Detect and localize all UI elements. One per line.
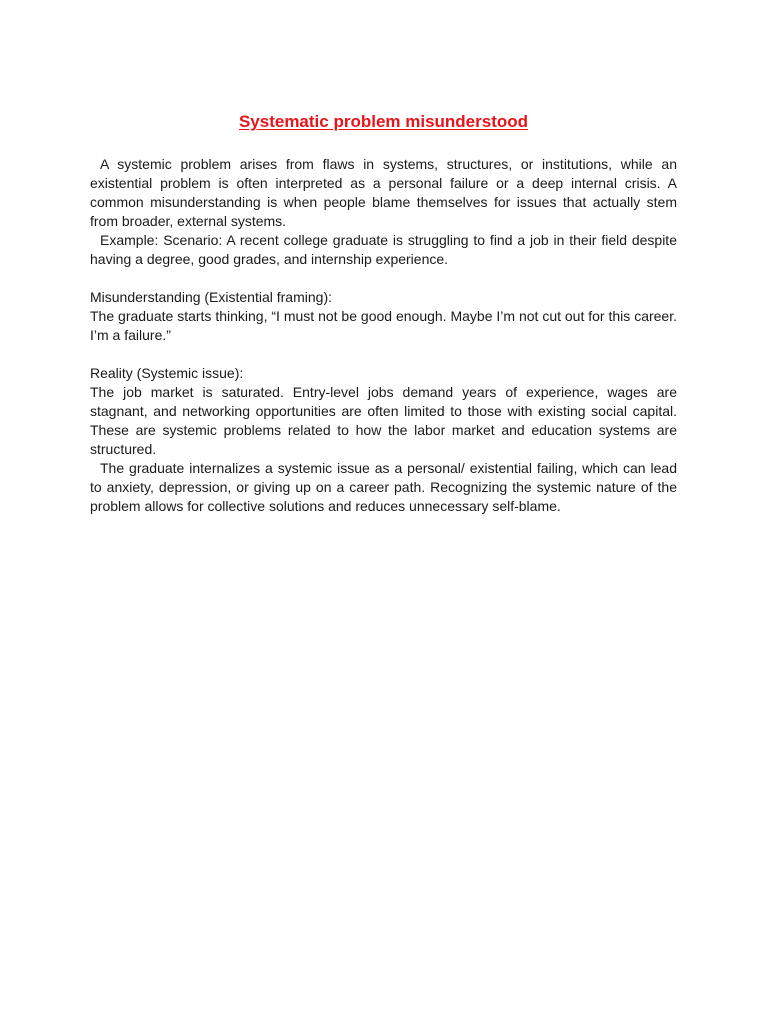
spacer (90, 269, 677, 288)
misunderstanding-heading: Misunderstanding (Existential framing): (90, 289, 332, 305)
spacer (90, 345, 677, 364)
document-page (90, 111, 677, 516)
document-title: Systematic problem misunderstood (238, 112, 529, 131)
conclusion-paragraph: The graduate internalizes a systemic issue as a personal/ existential failing, which can lead to anxiety, depression, or giving up on a career path. Recognizing the systemic nature of the problem allows for collective solutions and reduces unnecessary self-blame. (90, 460, 677, 514)
reality-body: The job market is saturated. Entry-level jobs demand years of experience, wages are stagnant, and networking opportunities are often limited to those with existing social capital. These are systemic problems related to how the labor market and education systems are structured. (90, 384, 677, 457)
intro-paragraph: A systemic problem arises from flaws in systems, structures, or institutions, while an existential problem is often interpreted as a personal failure or a deep internal crisis. A common misunderstanding is when people blame themselves for issues that actually stem from broader, external systems. (90, 156, 677, 229)
misunderstanding-body: The graduate starts thinking, “I must not be good enough. Maybe I’m not cut out for this career. I’m a failure.” (90, 308, 677, 343)
example-paragraph: Example: Scenario: A recent college graduate is struggling to find a job in their field despite having a degree, good grades, and internship experience. (90, 232, 677, 267)
reality-heading: Reality (Systemic issue): (90, 365, 244, 381)
